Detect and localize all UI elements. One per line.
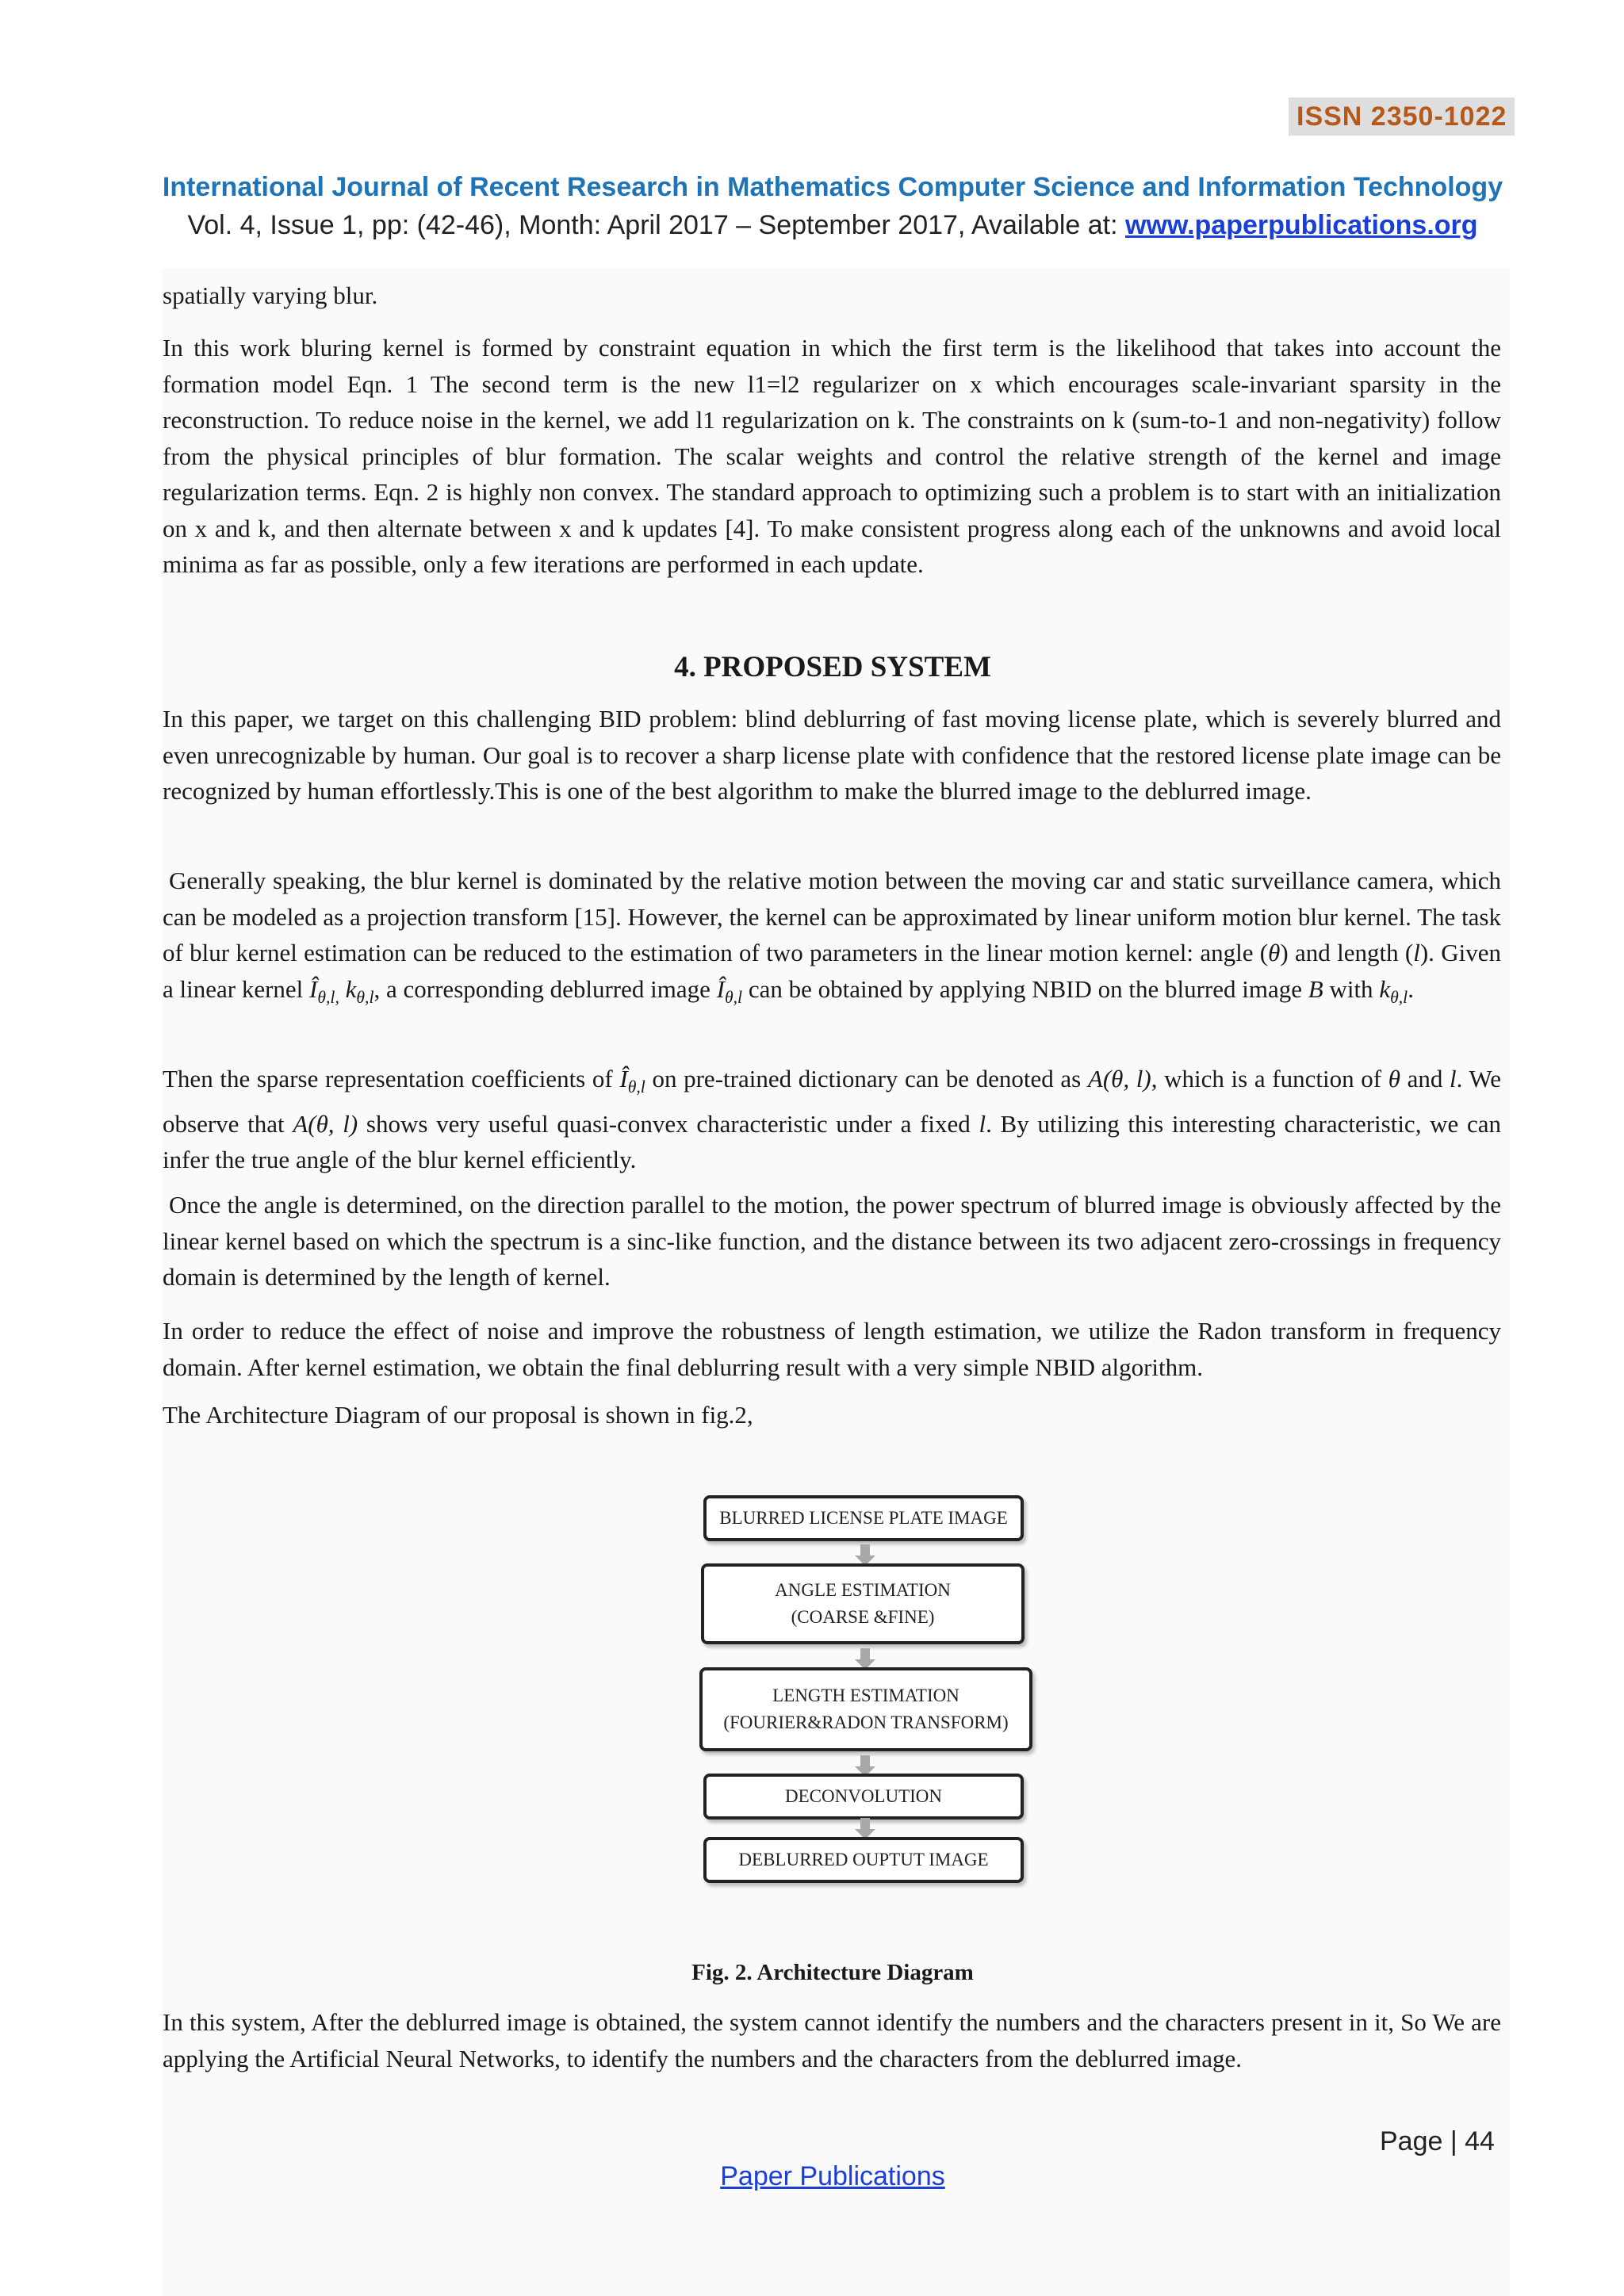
paragraph-sparse-representation: Then the sparse representation coefficients of $Î_{\theta,l}$ on pre-trained dictionary can be denoted as A(θ, l), which is a function of θ and l. We observe that A(θ, l) shows very useful quasi-convex characteristic under a fixed l. By utilizing this interesting characteristic, we can infer the true angle of the blur kernel efficiently. (163, 1065, 1502, 1174)
figure-caption: Fig. 2. Architecture Diagram (691, 1960, 974, 1985)
paragraph-neural-networks: In this system, After the deblurred image is obtained, the system cannot identify the numbers and the characters present in it, So We are applying the Artificial Neural Networks, to identify the numbers and the characters from the deblurred image. (163, 2008, 1501, 2072)
diagram-box-angle-estimation: ANGLE ESTIMATION (COARSE &FINE) (701, 1563, 1025, 1644)
paragraph-architecture-intro: The Architecture Diagram of our proposal is shown in fig.2, (163, 1401, 753, 1429)
journal-info-text: Vol. 4, Issue 1, pp: (42-46), Month: April 2017 – September 2017, Available at: (187, 210, 1125, 240)
diagram-box-deconvolution: DECONVOLUTION (703, 1774, 1024, 1820)
section-heading: 4. PROPOSED SYSTEM (674, 651, 991, 683)
publisher-footer (0, 2161, 1624, 2192)
page-number: Page | 44 (1380, 2126, 1495, 2156)
diagram-box-blurred-input: BLURRED LICENSE PLATE IMAGE (703, 1495, 1024, 1541)
paragraph-radon-transform: In order to reduce the effect of noise and improve the robustness of length estimation, we utilize the Radon transform in frequency domain. After kernel estimation, we obtain the final deblurring result with a very simple NBID algorithm. (163, 1317, 1501, 1381)
journal-url-link[interactable]: www.paperpublications.org (1125, 210, 1478, 240)
journal-info (0, 210, 1624, 241)
paragraph-intro-fragment: spatially varying blur. (163, 281, 378, 309)
diagram-box-deblurred-output: DEBLURRED OUPTUT IMAGE (703, 1837, 1024, 1883)
paragraph-angle-determined: Once the angle is determined, on the direction parallel to the motion, the power spectrum of blurred image is obviously affected by the linear kernel based on which the spectrum is a sinc-like function, and the distance between its two adjacent zero-crossings in frequency domain is determined by the length of kernel. (163, 1191, 1501, 1291)
paragraph-bluring-kernel: In this work bluring kernel is formed by constraint equation in which the first term is the likelihood that takes into account the formation model Eqn. 1 The second term is the new l1=l2 regularizer on x which encourages scale-invariant sparsity in the reconstruction. To reduce noise in the kernel, we add l1 regularization on k. The constraints on k (sum-to-1 and non-negativity) follow from the physical principles of blur formation. The scalar weights and control the relative strength of the kernel and image regularization terms. Eqn. 2 is highly non convex. The standard approach to optimizing such a problem is to start with an initialization on x and k, and then alternate between x and k updates [4]. To make consistent progress along each of the unknowns and avoid local minima as far as possible, only a few iterations are performed in each update. (163, 334, 1501, 578)
journal-title: International Journal of Recent Research in Mathematics Computer Science and Information Technology (162, 172, 1503, 202)
diagram-box-length-estimation: LENGTH ESTIMATION (FOURIER&RADON TRANSFORM) (699, 1667, 1032, 1751)
issn-badge: ISSN 2350-1022 (1289, 98, 1515, 136)
paragraph-blur-kernel: Generally speaking, the blur kernel is dominated by the relative motion between the moving car and static surveillance camera, which can be modeled as a projection transform [15]. However, the kernel can be approximated by linear uniform motion blur kernel. The task of blur kernel estimation can be reduced to the estimation of two parameters in the linear motion kernel: angle (θ) and length (l). Given a linear kernel $Î_{\theta,l,}$ $k_{\theta,l}$, a corresponding deblurred image $Î_{\theta,l}$ can be obtained by applying NBID on the blurred image B with $k_{\theta,l}$. (163, 867, 1501, 1007)
publisher-link[interactable]: Paper Publications (720, 2161, 945, 2191)
paragraph-bid-problem: In this paper, we target on this challenging BID problem: blind deblurring of fast moving license plate, which is severely blurred and even unrecognizable by human. Our goal is to recover a sharp license plate with confidence that the restored license plate image can be recognized by human effortlessly.This is one of the best algorithm to make the blurred image to the deblurred image. (163, 705, 1501, 805)
